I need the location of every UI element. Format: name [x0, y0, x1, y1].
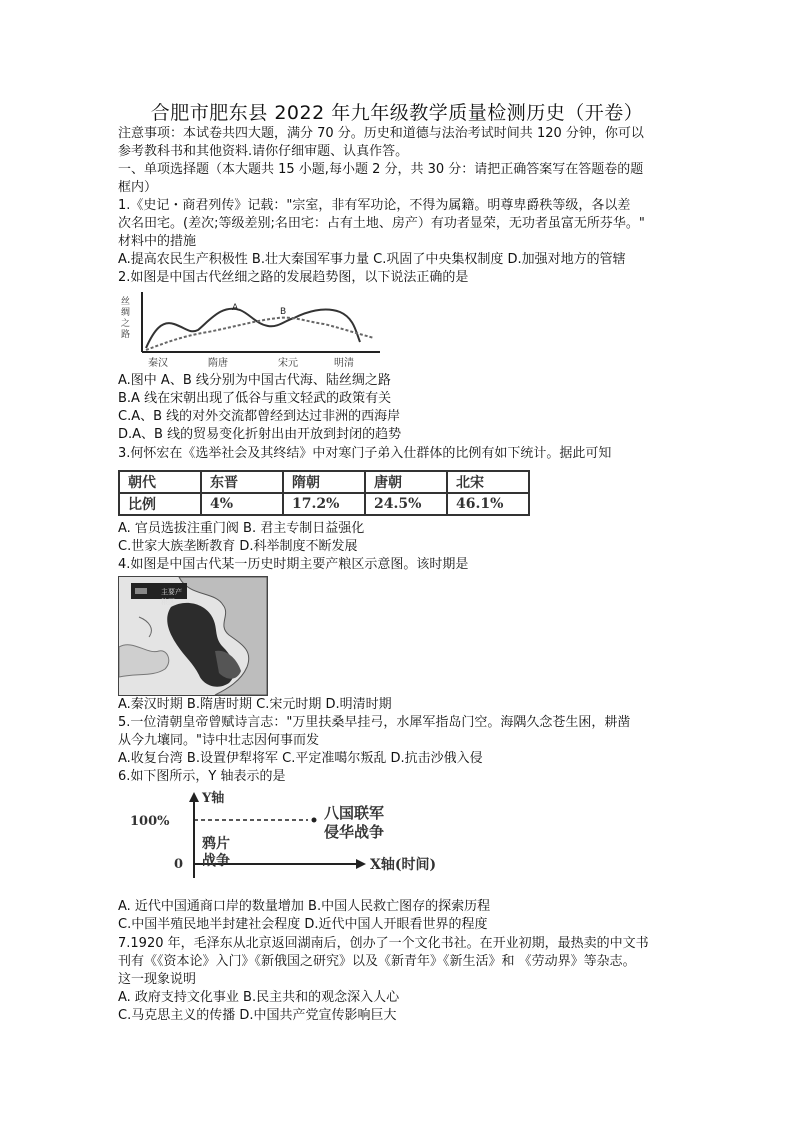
x-tick-label: 明清: [334, 358, 354, 369]
x-tick-label: 秦汉: [148, 358, 168, 369]
start-event-label: 战争: [202, 853, 230, 869]
data-table: [118, 470, 530, 516]
q7-option: A. 政府支持文化事业 B.民主共和的观念深入人心: [118, 990, 400, 1005]
silk-road-trend-figure: [118, 290, 388, 370]
end-event-label: 侵华战争: [324, 823, 385, 841]
q7-option: C.马克思主义的传播 D.中国共产党宣传影响巨大: [118, 1008, 397, 1023]
q7-stem: 刊有《《资本论》入门》《新俄国之研究》以及《新青年》《新生活》和 《劳动界》等杂志。: [118, 954, 636, 969]
origin-label: 0: [174, 857, 184, 872]
y-top-value: 100%: [130, 814, 170, 829]
y-axis-label: 绸: [121, 308, 131, 318]
table-header: 北宋: [447, 471, 529, 493]
map-legend: [131, 583, 187, 606]
table-cell: 24.5%: [365, 493, 447, 515]
notice-line: 参考教科书和其他资料.请你仔细审题、认真作答。: [118, 144, 409, 159]
x-tick-label: 隋唐: [208, 358, 228, 369]
table-row: [119, 493, 529, 515]
q3-statistics-table: [118, 470, 530, 516]
q1-options: A.提高农民生产积极性 B.壮大秦国军事力量 C.巩固了中央集权制度 D.加强对地方的管辖: [118, 252, 626, 267]
table-cell: 46.1%: [447, 493, 529, 515]
legend-swatch: [135, 588, 147, 594]
q7-stem: 这一现象说明: [118, 972, 197, 987]
legend-label: 主要产粮区: [161, 588, 182, 606]
q5-options: A.收复台湾 B.设置伊犁将军 C.平定准噶尔叛乱 D.抗击沙俄入侵: [118, 751, 483, 766]
q1-stem: 1.《史记・商君列传》记载："宗室，非有军功论，不得为属籍。明尊卑爵秩等级，各以差: [118, 198, 631, 213]
line-a: [146, 309, 360, 348]
line-b-label: B: [280, 307, 287, 317]
q2-option: C.A、B 线的对外交流都曾经到达过非洲的西海岸: [118, 409, 401, 424]
x-axis-arrow-icon: [356, 859, 366, 869]
river: [139, 617, 151, 637]
western-region: [119, 645, 169, 677]
y-axis-label: 路: [121, 330, 131, 340]
q7-stem: 7.1920 年，毛泽东从北京返回湖南后，创办了一个文化书社。在开业初期，最热卖的中文书: [118, 936, 649, 951]
table-header: 东晋: [201, 471, 283, 493]
end-point-dot: [312, 818, 317, 823]
q2-option: A.图中 A、B 线分别为中国古代海、陆丝绸之路: [118, 373, 391, 388]
q1-stem: 材料中的措施: [118, 234, 197, 249]
y-axis-figure: [118, 790, 498, 886]
exam-title: 合肥市肥东县 2022 年九年级教学质量检测历史（开卷）: [150, 102, 644, 124]
section-heading: 一、单项选择题（本大题共 15 小题,每小题 2 分，共 30 分：请把正确答案写在答题卷的题: [118, 162, 644, 177]
q5-stem: 从今九壤同。"诗中壮志因何事而发: [118, 733, 319, 748]
line-a-label: A: [232, 303, 239, 313]
table-cell: 17.2%: [283, 493, 365, 515]
q2-stem: 2.如图是中国古代丝细之路的发展趋势图，以下说法正确的是: [118, 270, 469, 285]
q2-option: B.A 线在宋朝出现了低谷与重文轻武的政策有关: [118, 391, 392, 406]
y-axis-label: Y轴: [202, 791, 225, 806]
silk-road-trend-chart: [118, 290, 388, 370]
table-cell: 4%: [201, 493, 283, 515]
table-header: 朝代: [119, 471, 201, 493]
q4-options: A.秦汉时期 B.隋唐时期 C.宋元时期 D.明清时期: [118, 697, 392, 712]
end-event-label: 八国联军: [324, 804, 385, 822]
y-axis-diagram: [118, 790, 498, 886]
table-header: 隋朝: [283, 471, 365, 493]
table-row: [119, 471, 529, 493]
q6-stem: 6.如下图所示，Y 轴表示的是: [118, 769, 286, 784]
y-axis-label: 丝: [121, 297, 131, 307]
section-heading: 框内）: [118, 180, 158, 195]
x-tick-label: 宋元: [278, 358, 298, 369]
q3-option: A. 官员选拔注重门阀 B. 君主专制日益强化: [118, 521, 365, 536]
x-axis-label: X轴(时间): [370, 857, 437, 873]
y-axis-arrow-icon: [189, 792, 199, 802]
start-event-label: 鸦片: [202, 836, 230, 852]
table-cell: 比例: [119, 493, 201, 515]
q4-stem: 4.如图是中国古代某一历史时期主要产粮区示意图。该时期是: [118, 557, 469, 572]
grain-region-map: [118, 576, 268, 696]
notice-line: 注意事项：本试卷共四大题，满分 70 分。历史和道德与法治考试时间共 120 分钟，你可以: [118, 126, 644, 141]
table-header: 唐朝: [365, 471, 447, 493]
q6-option: A. 近代中国通商口岸的数量增加 B.中国人民救亡图存的探索历程: [118, 899, 491, 914]
y-axis-label: 之: [121, 319, 131, 329]
q3-stem: 3.何怀宏在《选举社会及其终结》中对寒门子弟入仕群体的比例有如下统计。据此可知: [118, 446, 612, 461]
q6-option: C.中国半殖民地半封建社会程度 D.近代中国人开眼看世界的程度: [118, 917, 488, 932]
q5-stem: 5.一位清朝皇帝曾赋诗言志："万里扶桑早挂弓，水犀军指岛门空。海隅久念苍生困，耕凿: [118, 715, 631, 730]
q3-option: C.世家大族垄断教育 D.科举制度不断发展: [118, 539, 358, 554]
q2-option: D.A、B 线的贸易变化折射出由开放到封闭的趋势: [118, 427, 402, 442]
q1-stem: 次名田宅。(差次;等级差别;名田宅：占有土地、房产）有功者显荣，无功者虽富无所芬华。": [118, 216, 645, 231]
